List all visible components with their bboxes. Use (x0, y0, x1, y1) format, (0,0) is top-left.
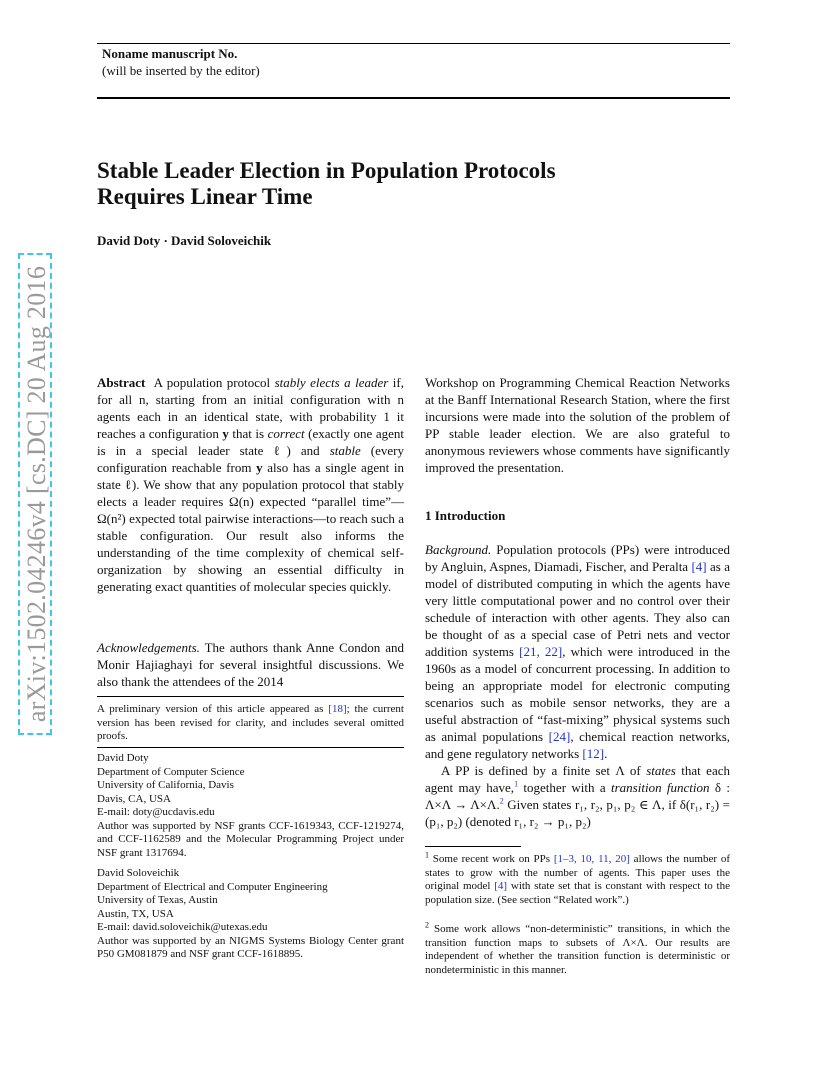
body-text: . (604, 746, 608, 761)
section-title: Introduction (434, 508, 506, 523)
note-text: ; the current version has been revised for clarity, and includes several omitted proofs. (97, 703, 404, 742)
arxiv-stamp (18, 253, 52, 735)
abstract-text: y (256, 460, 263, 475)
body-text: Given states r₁, r₂, p₁, p₂ ∈ Λ, if δ(r₁, r₂) = (p₁, p₂) (denoted r₁, r₂ → p₁, p₂) (425, 797, 730, 829)
affiliation-department: Department of Electrical and Computer Engineering (97, 880, 328, 893)
footnote-marker[interactable]: 2 (499, 796, 504, 806)
abstract-text: A population protocol (153, 375, 275, 390)
body-text: Population protocols (PPs) were introduced by Angluin, Aspnes, Diamadi, Fischer, and Peralta (425, 542, 730, 574)
affiliation-rule (97, 747, 404, 748)
affiliation-name: David Soloveichik (97, 867, 180, 879)
section-number: 1 (425, 508, 432, 523)
footnote-text: Some recent work on PPs (429, 853, 554, 865)
paper-title (97, 158, 717, 210)
acknowledgements (97, 639, 404, 690)
citation-link[interactable]: [18] (328, 703, 347, 715)
footnote-marker[interactable]: 1 (514, 779, 519, 789)
acknowledgements-heading: Acknowledgements. (97, 640, 200, 655)
author-list: David Doty · David Soloveichik (97, 233, 272, 248)
abstract-text: stably elects a leader (274, 375, 389, 390)
footnote-text: allows the number of states to grow with the number of agents. This paper uses the original model (425, 853, 730, 892)
affiliation-department: Department of Computer Science (97, 765, 245, 778)
abstract (97, 374, 404, 595)
footnote-mark: 2 (425, 920, 429, 930)
footnote-text: with state set that is constant with respect to the population size. (See section “Related work”.) (425, 880, 730, 906)
manuscript-header-rule (97, 43, 730, 44)
abstract-text: that is (228, 426, 268, 441)
footnote-text: Some work allows “non-deterministic” transitions, in which the transition function maps to subsets of Λ×Λ. Our results are independent of whether the transition function is deterministic or nondeterministic in this manner. (425, 923, 730, 976)
affiliation-location: Austin, TX, USA (97, 907, 174, 920)
affiliation-university: University of Texas, Austin (97, 894, 218, 906)
citation-link[interactable]: [4] (494, 880, 508, 892)
manuscript-label: Noname manuscript No. (102, 46, 238, 61)
body-text: as a model of distributed computing in which the agents have very little computational power and no control over their schedule of interaction with other agents. They also can be thought of as a special case of Petri nets and vector addition systems (425, 559, 730, 659)
arxiv-stamp-text: arXiv:1502.04246v4 [cs.DC] 20 Aug 2016 (18, 253, 52, 735)
note-text: A preliminary version of this article appeared as (97, 703, 329, 715)
abstract-text: y (222, 426, 229, 441)
title-line-2: Requires Linear Time (97, 184, 313, 209)
citation-link[interactable]: [4] (691, 559, 707, 574)
affiliation-university: University of California, Davis (97, 779, 234, 791)
title-line-1: Stable Leader Election in Population Protocols (97, 158, 556, 183)
citation-link[interactable]: [24] (548, 729, 571, 744)
intro-paragraph-1 (425, 541, 730, 762)
abstract-text: (every configuration reachable from (97, 443, 405, 475)
affiliation-doty (97, 752, 404, 860)
intro-paragraph-2 (425, 762, 730, 830)
body-text: , which were introduced in the 1960s as a model of concurrent processing. In addition to being an appropriate model for electronic computing scenarios such as mobile sensor networks, they are a useful abstraction of “fast-mixing” physical systems such as animal populations (425, 644, 730, 744)
manuscript-note: (will be inserted by the editor) (102, 63, 260, 78)
acknowledgements-continued: Workshop on Programming Chemical Reaction Networks at the Banff International Research Station, where the first incursions were made into the solution of the problem of PP stable leader election. We are also grateful to anonymous reviewers whose comments have significantly improved the presentation. (425, 375, 730, 475)
body-text: together with a (518, 780, 611, 795)
footnote-rule (97, 696, 404, 697)
abstract-text: (exactly one agent is in a special leader state ℓ) and (97, 426, 404, 458)
affiliation-email: E-mail: doty@ucdavis.edu (97, 806, 215, 818)
preliminary-version-note (97, 703, 404, 744)
affiliation-location: Davis, CA, USA (97, 792, 171, 805)
footnote-mark: 1 (425, 850, 429, 860)
abstract-heading: Abstract (97, 375, 146, 390)
abstract-text: also has a single agent in state ℓ). We show that any population protocol that stably elects a leader requires Ω(n) expected “parallel time”—Ω(n²) expected total pairwise interactions—to reach such a stable configuration. Our result also informs the understanding of the time complexity of chemical self-organization by showing an essential difficulty in generating exact quantities of molecular species quickly. (97, 460, 404, 594)
body-text: δ : Λ×Λ → Λ×Λ. (425, 780, 731, 812)
header-divider (97, 97, 730, 99)
footnote-2 (425, 920, 730, 977)
affiliation-funding: Author was supported by an NIGMS Systems Biology Center grant P50 GM081879 and NSF grant CCF-1618895. (97, 934, 404, 960)
affiliation-name: David Doty (97, 752, 149, 764)
citation-link[interactable]: [1–3, 10, 11, 20] (553, 853, 630, 865)
body-text: states (646, 763, 676, 778)
body-text: A PP is defined by a finite set Λ of (441, 763, 647, 778)
affiliation-soloveichik (97, 867, 404, 962)
abstract-text: correct (267, 426, 305, 441)
affiliation-funding: Author was supported by NSF grants CCF-1619343, CCF-1219274, and CCF-1162589 and the Molecular Programming Project under NSF grant 1317694. (97, 819, 404, 859)
footnote-1 (425, 850, 730, 907)
citation-link[interactable]: [12] (582, 746, 605, 761)
paragraph-label: Background. (425, 542, 492, 557)
citation-link[interactable]: [21, 22] (519, 644, 563, 659)
introduction-body (425, 541, 730, 830)
affiliation-email: E-mail: david.soloveichik@utexas.edu (97, 921, 268, 933)
abstract-text: stable (329, 443, 361, 458)
section-heading (425, 508, 505, 524)
acknowledgements-text: The authors thank Anne Condon and Monir Hajiaghayi for several insightful discussions. We also thank the attendees of the 2014 (97, 640, 404, 689)
footnote-rule (425, 846, 521, 847)
abstract-text: if, for all n, starting from an initial configuration with n agents each in an identical state, with probability 1 it reaches a configuration (97, 375, 404, 441)
body-text: transition function (611, 780, 710, 795)
body-text: , chemical reaction networks, and gene regulatory networks (425, 729, 731, 761)
body-text: that each agent may have, (425, 763, 730, 795)
